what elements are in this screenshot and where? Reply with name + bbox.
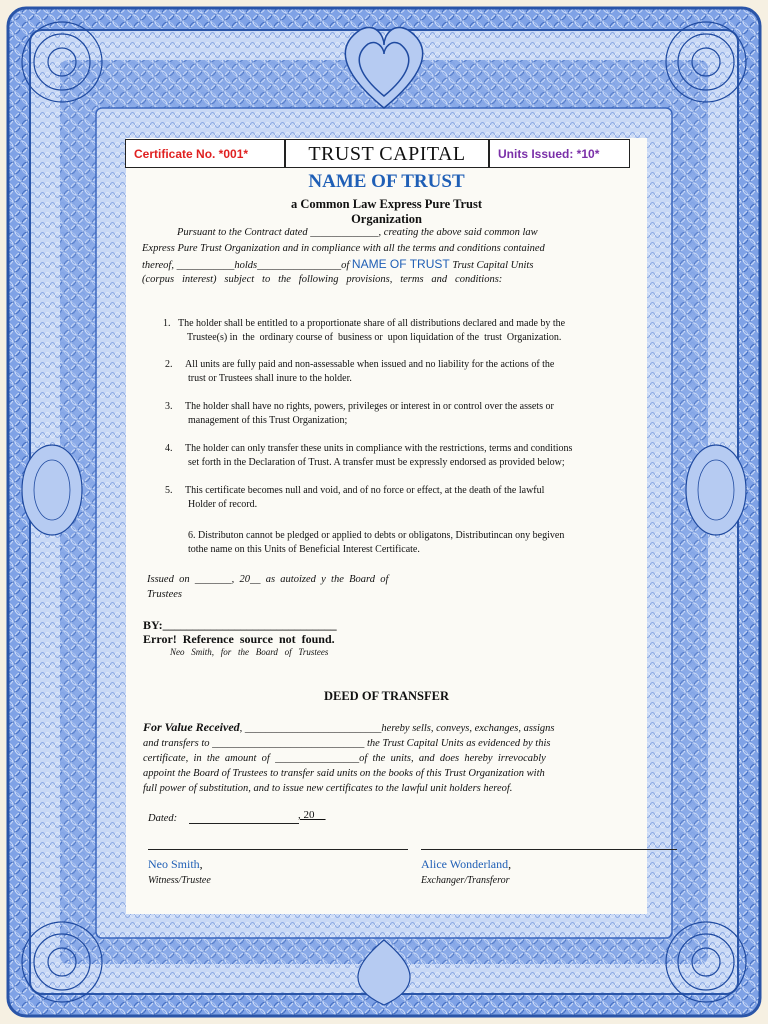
certificate-number: Certificate No. *001* [125,139,285,168]
transferor-role: Exchanger/Transferor [421,875,510,886]
dated-label: Dated: [148,813,178,824]
provision-text: 6. Distributon cannot be pledged or applied to debts or obligatons, Distributincan ony begiven [188,530,565,541]
provision-text-cont: management of this Trust Organization; [188,415,348,426]
provision-item [165,484,635,512]
deed-line-2: and transfers to _____________________________ the Trust Capital Units as evidenced by this [143,738,551,749]
provision-item [165,400,635,428]
deed-line-1 [143,720,633,737]
certificate-title: TRUST CAPITAL [285,139,489,168]
provision-text: The holder shall have no rights, powers, privileges or interest in or control over the assets or [185,401,554,412]
deed-line-1-rest: , __________________________hereby sells, conveys, exchanges, assigns [239,723,555,734]
deed-value-received: For Value Received [143,720,240,734]
deed-line-3: certificate, in the amount of ________________of the units, and does hereby irrevocably [143,753,546,764]
provision-text-cont: tothe name on this Units of Beneficial Interest Certificate. [188,544,420,555]
units-issued: Units Issued: *10* [489,139,630,168]
intro-line-3-end: Trust Capital Units [452,260,534,271]
provision-text: This certificate becomes null and void, and of no force or effect, at the death of the lawful [185,485,545,496]
witness-name: Neo Smith [148,857,200,871]
trust-type-line1: a Common Law Express Pure Trust [290,197,483,211]
provision-text: The holder can only transfer these units in compliance with the restrictions, terms and conditions [185,443,573,454]
reference-error: Error! Reference source not found. [143,632,335,646]
trust-type-line2: Organization [351,212,422,226]
date-blank-line [189,823,299,824]
transferor-name-line: Alice Wonderland, [421,857,512,871]
provision-number: 3. [165,401,173,412]
deed-line-5: full power of substitution, and to issue new certificates to the lawful unit holders hereof. [143,783,513,794]
by-signature-line: BY:_____________________________ [143,618,337,632]
provision-text: All units are fully paid and non-assessable when issued and no liability for the actions of the [185,359,555,370]
provision-text-cont: trust or Trustees shall inure to the holder. [188,373,352,384]
witness-role: Witness/Trustee [148,875,211,886]
provision-number: 2. [165,359,173,370]
intro-line-1: Pursuant to the Contract dated _____________, creating the above said common law [177,227,538,238]
trust-name-heading: NAME OF TRUST [308,171,465,192]
intro-trust-name: NAME OF TRUST [351,257,450,271]
provision-item [165,442,635,470]
deed-line-4: appoint the Board of Trustees to transfer said units on the books of this Trust Organization with [143,768,545,779]
deed-title: DEED OF TRANSFER [323,689,450,703]
issued-line-2: Trustees [147,589,183,600]
dated-year: , 20__ [298,809,326,821]
provision-number: 5. [165,485,173,496]
provision-text: The holder shall be entitled to a proportionate share of all distributions declared and made by the [178,318,566,329]
witness-signature-line [148,849,408,850]
provision-item [188,529,628,557]
provision-item [165,358,635,386]
provision-text-cont: set forth in the Declaration of Trust. A transfer must be expressly endorsed as provided below; [188,457,565,468]
provision-item [163,317,633,345]
board-signer: Neo Smith, for the Board of Trustees [170,647,329,657]
intro-line-2: Express Pure Trust Organization and in compliance with all the terms and conditions contained [142,243,545,254]
provision-number: 4. [165,443,173,454]
provision-number: 1. [163,318,171,329]
transferor-signature-line [421,849,677,850]
transferor-name: Alice Wonderland [421,857,509,871]
intro-line-4: (corpus interest) subject to the following provisions, terms and conditions: [142,274,503,285]
provision-text-cont: Trustee(s) in the ordinary course of business or upon liquidation of the trust Organization. [187,332,562,343]
issued-line-1: Issued on _______, 20__ as autoized y the Board of [147,574,389,585]
provision-text-cont: Holder of record. [188,499,258,510]
witness-name-line: Neo Smith, [148,857,203,871]
intro-line-3-start: thereof, ___________holds________________of [142,260,350,271]
